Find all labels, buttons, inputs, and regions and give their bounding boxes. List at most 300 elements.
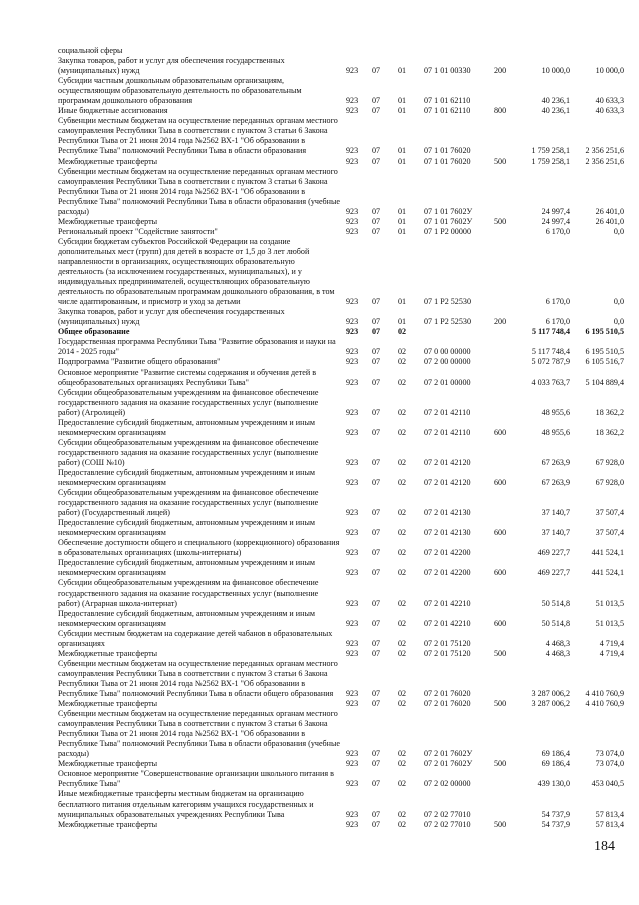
- ministry-code: 923: [346, 819, 359, 829]
- target-item-code: 07 2 01 76020: [424, 689, 471, 698]
- expense-type-code: 500: [494, 648, 507, 658]
- amount-year-1: 4 033 763,7: [531, 377, 570, 387]
- section-code: 07: [372, 528, 381, 538]
- expense-type-code: 500: [494, 699, 507, 709]
- amount-year-2: 37 507,4: [595, 528, 624, 538]
- subsection-code: 02: [398, 809, 407, 819]
- table-row: [58, 418, 624, 438]
- amount-year-1: 6 170,0: [545, 317, 570, 327]
- subsection-code: 01: [398, 106, 407, 116]
- target-item-code: 07 1 P2 52530: [424, 297, 471, 307]
- table-row: [58, 649, 624, 659]
- target-item-code: 07 1 01 76020: [424, 146, 471, 156]
- amount-year-2: 57 813,4: [595, 809, 624, 819]
- expense-type-code: [494, 438, 516, 468]
- amount-year-2: 26 401,0: [595, 206, 624, 216]
- ministry-code: 923: [346, 648, 359, 658]
- target-item-code: 07 1 01 7602У: [424, 216, 473, 226]
- amount-year-1: 24 997,4: [541, 206, 570, 216]
- table-row: [58, 116, 624, 156]
- section-code: 07: [372, 819, 381, 829]
- table-row: [58, 237, 624, 307]
- subsection-code: 02: [398, 508, 407, 518]
- ministry-code: 923: [346, 357, 359, 367]
- amount-year-1: 40 236,1: [541, 96, 570, 106]
- ministry-code: 923: [346, 638, 359, 648]
- amount-year-2: 67 928,0: [595, 457, 624, 467]
- ministry-code: 923: [346, 297, 359, 307]
- expense-type-code: 600: [494, 478, 507, 488]
- amount-year-1: 50 514,8: [541, 598, 570, 608]
- table-row: [58, 709, 624, 759]
- target-item-code: 07 1 01 76020: [424, 156, 471, 166]
- ministry-code: 923: [346, 216, 359, 226]
- table-row: [58, 157, 624, 167]
- section-code: 07: [372, 106, 381, 116]
- expense-type-code: 600: [494, 568, 507, 578]
- amount-year-2: 18 362,2: [595, 427, 624, 437]
- amount-year-1: 67 263,9: [541, 478, 570, 488]
- amount-year-2: 5 104 889,4: [585, 377, 624, 387]
- section-code: [372, 46, 398, 56]
- amount-year-1: 469 227,7: [537, 548, 570, 558]
- section-code: 07: [372, 478, 381, 488]
- section-code: 07: [372, 689, 381, 698]
- target-item-code: 07 1 P2 00000: [424, 226, 471, 236]
- subsection-code: 01: [398, 297, 407, 307]
- row-name: Межбюджетные трансферты: [58, 648, 158, 658]
- amount-year-2: 73 074,0: [595, 759, 624, 769]
- subsection-code: 02: [398, 457, 407, 467]
- section-code: 07: [372, 66, 381, 76]
- expense-type-code: 500: [494, 216, 507, 226]
- target-item-code: 07 1 01 7602У: [424, 206, 473, 216]
- amount-year-2: 73 074,0: [595, 749, 624, 759]
- expense-type-code: [494, 46, 516, 56]
- table-row: [58, 769, 624, 789]
- expense-type-code: 600: [494, 528, 507, 538]
- table-row: [58, 368, 624, 388]
- section-code: 07: [372, 648, 381, 658]
- amount-year-2: 6 105 516,7: [585, 357, 624, 367]
- table-row: [58, 227, 624, 237]
- amount-year-2: 57 813,4: [595, 819, 624, 829]
- ministry-code: 923: [346, 749, 359, 759]
- row-name: Межбюджетные трансферты: [58, 699, 158, 709]
- amount-year-2: 6 195 510,5: [585, 327, 624, 337]
- amount-year-2: 6 195 510,5: [585, 347, 624, 357]
- amount-year-2: 453 040,5: [591, 779, 624, 789]
- amount-year-1: 37 140,7: [541, 508, 570, 518]
- expense-type-code: [494, 769, 516, 789]
- target-item-code: 07 2 01 75120: [424, 648, 471, 658]
- section-code: 07: [372, 699, 381, 709]
- amount-year-2: 0,0: [613, 297, 624, 307]
- row-name: социальной сферы: [58, 46, 123, 55]
- expense-type-code: 500: [494, 156, 507, 166]
- section-code: 07: [372, 357, 381, 367]
- table-row: [58, 629, 624, 649]
- amount-year-1: 54 737,9: [541, 809, 570, 819]
- target-item-code: 07 2 01 42120: [424, 457, 471, 467]
- expense-type-code: [494, 578, 516, 608]
- subsection-code: 02: [398, 598, 407, 608]
- amount-year-2: 2 356 251,6: [585, 156, 624, 166]
- amount-year-2: 37 507,4: [595, 508, 624, 518]
- table-row: [58, 759, 624, 769]
- table-row: [58, 468, 624, 488]
- subsection-code: 02: [398, 638, 407, 648]
- amount-year-2: 26 401,0: [595, 216, 624, 226]
- target-item-code: 07 1 01 00330: [424, 66, 471, 76]
- target-item-code: [424, 327, 494, 337]
- table-row: [58, 106, 624, 116]
- subsection-code: 02: [398, 699, 407, 709]
- table-row: [58, 307, 624, 327]
- row-name: Межбюджетные трансферты: [58, 819, 158, 829]
- subsection-code: 01: [398, 96, 407, 106]
- ministry-code: 923: [346, 457, 359, 467]
- subsection-code: 01: [398, 216, 407, 226]
- ministry-code: 923: [346, 407, 359, 417]
- amount-year-2: 51 013,5: [595, 618, 624, 628]
- amount-year-2: 18 362,2: [595, 407, 624, 417]
- subsection-code: 02: [398, 327, 407, 337]
- table-row: [58, 659, 624, 699]
- expense-type-code: [494, 327, 516, 337]
- subsection-code: [398, 46, 424, 56]
- expense-type-code: [494, 368, 516, 388]
- row-name: Субсидии частным дошкольным образовательным организациям, осуществляющим образовательную деятельность по образовательным программам дошкольного образования: [58, 76, 302, 106]
- subsection-code: 02: [398, 819, 407, 829]
- row-name: Закупка товаров, работ и услуг для обеспечения государственных (муниципальных) нужд: [58, 307, 285, 327]
- target-item-code: 07 2 01 42130: [424, 508, 471, 518]
- table-row: [58, 56, 624, 76]
- section-code: 07: [372, 317, 381, 327]
- amount-year-2: 10 000,0: [595, 66, 624, 76]
- amount-year-2: 40 633,3: [595, 96, 624, 106]
- section-code: 07: [372, 226, 381, 236]
- ministry-code: 923: [346, 327, 359, 337]
- target-item-code: 07 1 01 62110: [424, 106, 471, 116]
- subsection-code: 01: [398, 66, 407, 76]
- section-code: 07: [372, 377, 381, 387]
- row-name: Иные бюджетные ассигнования: [58, 106, 168, 116]
- amount-year-1: 469 227,7: [537, 568, 570, 578]
- ministry-code: 923: [346, 809, 359, 819]
- amount-year-1: 67 263,9: [541, 457, 570, 467]
- row-name: Субсидии общеобразовательным учреждениям на финансовое обеспечение государственного задания на оказание государственных услуг (выполнение работ) (СОШ №10): [58, 437, 319, 467]
- amount-year-1: 1 759 258,1: [531, 146, 570, 156]
- amount-year-2: 441 524,1: [591, 548, 624, 558]
- expense-type-code: [494, 629, 516, 649]
- target-item-code: 07 2 01 7602У: [424, 749, 473, 759]
- ministry-code: 923: [346, 528, 359, 538]
- section-code: 07: [372, 206, 381, 216]
- expense-type-code: 800: [494, 106, 507, 116]
- subsection-code: 02: [398, 568, 407, 578]
- expense-type-code: 500: [494, 759, 507, 769]
- amount-year-1: 5 117 748,4: [532, 327, 570, 337]
- row-name: Субсидии общеобразовательным учреждениям на финансовое обеспечение государственного задания на оказание государственных услуг (выполнение работ) (Аграрная школа-интернат): [58, 578, 319, 608]
- section-code: 07: [372, 427, 381, 437]
- target-item-code: 07 0 00 00000: [424, 347, 471, 357]
- target-item-code: 07 2 02 00000: [424, 779, 471, 789]
- amount-year-1: 1 759 258,1: [531, 156, 570, 166]
- amount-year-1: 3 287 006,2: [531, 689, 570, 698]
- target-item-code: 07 2 01 42110: [424, 427, 471, 437]
- subsection-code: 02: [398, 689, 407, 698]
- section-code: 07: [372, 598, 381, 608]
- row-name: Основное мероприятие "Развитие системы содержания и обучения детей в общеобразовательных организациях Республики Тыва": [58, 367, 317, 387]
- amount-year-2: 4 719,4: [599, 638, 624, 648]
- row-name: Основное мероприятие "Совершенствование организации школьного питания в Республике Тыва": [58, 769, 334, 789]
- target-item-code: [424, 46, 494, 56]
- amount-year-1: 5 072 787,9: [531, 357, 570, 367]
- ministry-code: 923: [346, 699, 359, 709]
- target-item-code: 07 2 02 77010: [424, 819, 471, 829]
- table-row: [58, 337, 624, 357]
- amount-year-2: 4 719,4: [599, 648, 624, 658]
- subsection-code: 02: [398, 407, 407, 417]
- amount-year-2: 67 928,0: [595, 478, 624, 488]
- row-name: Предоставление субсидий бюджетным, автономным учреждениям и иным некоммерческим организациям: [58, 518, 316, 538]
- table-row: [58, 388, 624, 418]
- budget-table: [58, 46, 624, 830]
- ministry-code: 923: [346, 568, 359, 578]
- subsection-code: 02: [398, 377, 407, 387]
- table-row: [58, 699, 624, 709]
- subsection-code: 02: [398, 548, 407, 558]
- expense-type-code: [494, 357, 516, 367]
- section-code: 07: [372, 568, 381, 578]
- row-name: Государственная программа Республики Тыва "Развитие образования и науки на 2014 - 2025 годы": [58, 337, 336, 357]
- target-item-code: 07 2 01 42130: [424, 528, 471, 538]
- table-row: [58, 76, 624, 106]
- target-item-code: 07 2 01 42200: [424, 548, 471, 558]
- row-name: Предоставление субсидий бюджетным, автономным учреждениям и иным некоммерческим организациям: [58, 608, 316, 628]
- target-item-code: 07 1 01 62110: [424, 96, 471, 106]
- row-name: Субвенции местным бюджетам на осуществление переданных органам местного самоуправления Республики Тыва в соответствии с пунктом 3 статьи 6 Закона Республики Тыва от 21 июня 2014 года №2562 ВХ-1 "Об образовании в Республике Тыва" полномочий Республики Тыва в области общего образования: [58, 658, 338, 698]
- amount-year-1: 5 117 748,4: [531, 347, 570, 357]
- ministry-code: 923: [346, 548, 359, 558]
- amount-year-2: 40 633,3: [595, 106, 624, 116]
- ministry-code: 923: [346, 347, 359, 357]
- section-code: 07: [372, 508, 381, 518]
- row-name: Межбюджетные трансферты: [58, 156, 158, 166]
- row-name: Субсидии бюджетам субъектов Российской Федерации на создание дополнительных мест (групп) для детей в возрасте от 1,5 до 3 лет любой направленности в организациях, осуществляющих образовательную деятельность (за исключением государственных, муниципальных), и у индивидуальных предпринимателей, осуществляющих образовательную деятельность по образовательным программам дошкольного образования, в том числе адаптированным, и присмотр и уход за детьми: [58, 236, 335, 307]
- row-name: Закупка товаров, работ и услуг для обеспечения государственных (муниципальных) нужд: [58, 56, 285, 76]
- target-item-code: 07 2 01 42200: [424, 568, 471, 578]
- subsection-code: 02: [398, 427, 407, 437]
- amount-year-1: [516, 46, 570, 56]
- subsection-code: 02: [398, 618, 407, 628]
- expense-type-code: [494, 709, 516, 759]
- section-code: 07: [372, 327, 381, 337]
- row-name: Обеспечение доступности общего и специального (коррекционного) образования в образовательных организациях (школы-интернаты): [58, 538, 340, 558]
- amount-year-1: 54 737,9: [541, 819, 570, 829]
- expense-type-code: [494, 538, 516, 558]
- section-code: 07: [372, 407, 381, 417]
- table-row: [58, 820, 624, 830]
- row-name: Предоставление субсидий бюджетным, автономным учреждениям и иным некоммерческим организациям: [58, 467, 316, 488]
- row-name: Межбюджетные трансферты: [58, 216, 158, 226]
- amount-year-1: 48 955,6: [541, 427, 570, 437]
- section-code: 07: [372, 618, 381, 628]
- ministry-code: 923: [346, 508, 359, 518]
- ministry-code: 923: [346, 106, 359, 116]
- subsection-code: 02: [398, 749, 407, 759]
- section-code: 07: [372, 457, 381, 467]
- target-item-code: 07 2 02 77010: [424, 809, 471, 819]
- section-code: 07: [372, 156, 381, 166]
- subsection-code: 02: [398, 528, 407, 538]
- row-name: Субвенции местным бюджетам на осуществление переданных органам местного самоуправления Республики Тыва в соответствии с пунктом 3 статьи 6 Закона Республики Тыва от 21 июня 2014 года №2562 ВХ-1 "Об образовании в Республике Тыва" полномочий Республики Тыва в области образования (учебные расходы): [58, 166, 341, 216]
- expense-type-code: 200: [494, 317, 507, 327]
- amount-year-1: 10 000,0: [541, 66, 570, 76]
- ministry-code: 923: [346, 759, 359, 769]
- amount-year-1: 24 997,4: [541, 216, 570, 226]
- ministry-code: 923: [346, 598, 359, 608]
- section-code: 07: [372, 548, 381, 558]
- row-name: Субсидии общеобразовательным учреждениям на финансовое обеспечение государственного задания на оказание государственных услуг (выполнение работ) (Государственный лицей): [58, 488, 319, 518]
- ministry-code: 923: [346, 377, 359, 387]
- expense-type-code: 600: [494, 427, 507, 437]
- ministry-code: 923: [346, 317, 359, 327]
- target-item-code: 07 2 01 76020: [424, 699, 471, 709]
- page-number: 184: [594, 839, 615, 854]
- expense-type-code: [494, 488, 516, 518]
- amount-year-1: 69 186,4: [541, 759, 570, 769]
- target-item-code: 07 2 00 00000: [424, 357, 471, 367]
- section-code: 07: [372, 146, 381, 156]
- expense-type-code: [494, 76, 516, 106]
- table-row: [58, 558, 624, 578]
- table-row: [58, 46, 624, 56]
- amount-year-2: 2 356 251,6: [585, 146, 624, 156]
- table-row: [58, 488, 624, 518]
- amount-year-1: 439 130,0: [537, 779, 570, 789]
- target-item-code: 07 2 01 42210: [424, 618, 471, 628]
- target-item-code: 07 2 01 42110: [424, 407, 471, 417]
- expense-type-code: 600: [494, 618, 507, 628]
- table-row: [58, 167, 624, 217]
- section-code: 07: [372, 347, 381, 357]
- subsection-code: 01: [398, 146, 407, 156]
- expense-type-code: [494, 237, 516, 307]
- ministry-code: 923: [346, 779, 359, 789]
- ministry-code: 923: [346, 66, 359, 76]
- row-name: Субсидии местным бюджетам на содержание детей чабанов в образовательных организациях: [58, 628, 333, 648]
- subsection-code: 01: [398, 206, 407, 216]
- subsection-code: 02: [398, 347, 407, 357]
- section-code: 07: [372, 297, 381, 307]
- amount-year-1: 37 140,7: [541, 528, 570, 538]
- target-item-code: 07 1 P2 52530: [424, 317, 471, 327]
- subsection-code: 01: [398, 156, 407, 166]
- amount-year-1: 3 287 006,2: [531, 699, 570, 709]
- row-name: Предоставление субсидий бюджетным, автономным учреждениям и иным некоммерческим организациям: [58, 417, 316, 437]
- expense-type-code: [494, 659, 516, 699]
- row-name: Субвенции местным бюджетам на осуществление переданных органам местного самоуправления Республики Тыва в соответствии с пунктом 3 статьи 6 Закона Республики Тыва от 21 июня 2014 года №2562 ВХ-1 "Об образовании в Республике Тыва" полномочий Республики Тыва в области образования: [58, 116, 338, 156]
- ministry-code: 923: [346, 618, 359, 628]
- ministry-code: [346, 46, 372, 56]
- table-row: [58, 578, 624, 608]
- amount-year-2: 4 410 760,9: [585, 699, 624, 709]
- amount-year-2: [570, 46, 624, 56]
- expense-type-code: [494, 167, 516, 217]
- subsection-code: 02: [398, 357, 407, 367]
- subsection-code: 02: [398, 779, 407, 789]
- amount-year-2: 0,0: [613, 317, 624, 327]
- row-name: Субвенции местным бюджетам на осуществление переданных органам местного самоуправления Республики Тыва в соответствии с пунктом 3 статьи 6 Закона Республики Тыва от 21 июня 2014 года №2562 ВХ-1 "Об образовании в Республике Тыва" полномочий Республики Тыва в области образования (учебные расходы): [58, 709, 341, 759]
- expense-type-code: [494, 227, 516, 237]
- expense-type-code: [494, 116, 516, 156]
- ministry-code: 923: [346, 156, 359, 166]
- amount-year-1: 4 468,3: [545, 638, 570, 648]
- ministry-code: 923: [346, 226, 359, 236]
- expense-type-code: 200: [494, 66, 507, 76]
- amount-year-1: 6 170,0: [545, 297, 570, 307]
- ministry-code: 923: [346, 96, 359, 106]
- expense-type-code: [494, 789, 516, 819]
- row-name: Межбюджетные трансферты: [58, 759, 158, 769]
- ministry-code: 923: [346, 146, 359, 156]
- table-row: [58, 357, 624, 367]
- ministry-code: 923: [346, 206, 359, 216]
- table-row: [58, 518, 624, 538]
- section-code: 07: [372, 216, 381, 226]
- amount-year-2: 4 410 760,9: [585, 689, 624, 698]
- row-name: Общее образование: [58, 327, 130, 337]
- expense-type-code: [494, 388, 516, 418]
- subsection-code: 02: [398, 759, 407, 769]
- section-code: 07: [372, 779, 381, 789]
- section-code: 07: [372, 638, 381, 648]
- target-item-code: 07 2 01 42120: [424, 478, 471, 488]
- row-name: Подпрограмма "Развитие общего образования": [58, 357, 221, 367]
- table-row: [58, 538, 624, 558]
- amount-year-1: 4 468,3: [545, 648, 570, 658]
- section-code: 07: [372, 759, 381, 769]
- amount-year-2: 441 524,1: [591, 568, 624, 578]
- ministry-code: 923: [346, 427, 359, 437]
- target-item-code: 07 2 01 42210: [424, 598, 471, 608]
- subsection-code: 01: [398, 226, 407, 236]
- table-row: [58, 789, 624, 819]
- expense-type-code: 500: [494, 819, 507, 829]
- subsection-code: 02: [398, 648, 407, 658]
- target-item-code: 07 2 01 75120: [424, 638, 471, 648]
- amount-year-1: 69 186,4: [541, 749, 570, 759]
- ministry-code: 923: [346, 478, 359, 488]
- table-row: [58, 609, 624, 629]
- amount-year-1: 48 955,6: [541, 407, 570, 417]
- row-name: Субсидии общеобразовательным учреждениям на финансовое обеспечение государственного задания на оказание государственных услуг (выполнение работ) (Агролицей): [58, 387, 319, 417]
- amount-year-2: 0,0: [613, 226, 624, 236]
- amount-year-1: 40 236,1: [541, 106, 570, 116]
- amount-year-2: 51 013,5: [595, 598, 624, 608]
- subsection-code: 02: [398, 478, 407, 488]
- budget-table-body: [58, 46, 624, 830]
- amount-year-1: 50 514,8: [541, 618, 570, 628]
- section-code: 07: [372, 809, 381, 819]
- expense-type-code: [494, 337, 516, 357]
- section-code: 07: [372, 96, 381, 106]
- section-code: 07: [372, 749, 381, 759]
- row-name: Предоставление субсидий бюджетным, автономным учреждениям и иным некоммерческим организациям: [58, 558, 316, 578]
- subsection-code: 01: [398, 317, 407, 327]
